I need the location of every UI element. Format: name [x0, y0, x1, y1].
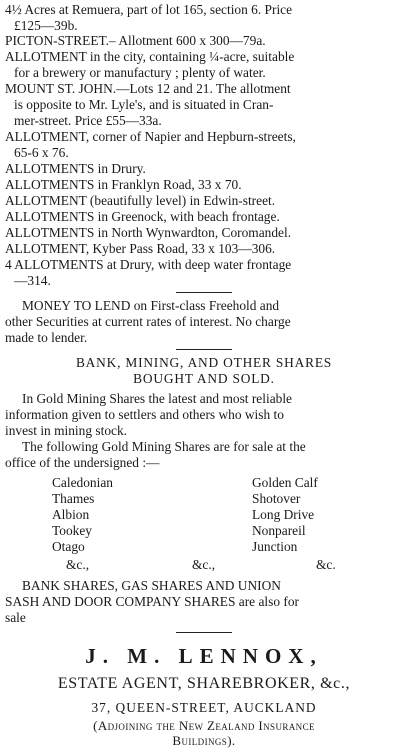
bank-shares-line: SASH AND DOOR COMPANY SHARES are also for — [5, 594, 299, 609]
agent-title: ESTATE AGENT, SHAREBROKER, &c., — [57, 675, 351, 692]
listing-line: 65-6 x 76. — [14, 145, 69, 160]
etc-mark: &c., — [66, 557, 90, 572]
agent-address: 37, QUEEN-STREET, AUCKLAND — [91, 700, 317, 715]
gold-line: The following Gold Mining Shares are for sale at the — [22, 439, 306, 454]
gold-line: invest in mining stock. — [5, 423, 127, 438]
mine-name: Tookey — [52, 523, 92, 538]
listing-line: ALLOTMENTS in Greenock, with beach frontage. — [5, 209, 280, 224]
listing-line: ALLOTMENT, Kyber Pass Road, 33 x 103—306. — [5, 241, 276, 256]
listing-line: ALLOTMENT (beautifully level) in Edwin-street. — [5, 193, 276, 208]
listing-line: £125—39b. — [14, 18, 78, 33]
mine-name: Nonpareil — [252, 523, 306, 538]
money-line: MONEY TO LEND on First-class Freehold and — [22, 298, 280, 313]
agent-name: J. M. LENNOX, — [85, 644, 323, 668]
section-divider — [176, 632, 232, 633]
mine-name: Long Drive — [252, 507, 315, 522]
agent-note: (Adjoining the New Zealand Insurance — [93, 718, 315, 733]
listing-line: 4 ALLOTMENTS at Drury, with deep water frontage — [5, 257, 292, 272]
bank-shares-line: BANK SHARES, GAS SHARES AND UNION — [22, 578, 281, 593]
mine-name: Junction — [252, 539, 298, 554]
money-line: other Securities at current rates of interest. No charge — [5, 314, 291, 329]
listing-line: 4½ Acres at Remuera, part of lot 165, section 6. Price — [5, 2, 293, 17]
listing-line: MOUNT ST. JOHN.—Lots 12 and 21. The allotment — [5, 81, 291, 96]
bank-shares-line: sale — [5, 610, 26, 625]
listing-line: is opposite to Mr. Lyle's, and is situated in Cran- — [14, 97, 274, 112]
shares-subheading: BOUGHT AND SOLD. — [133, 371, 275, 386]
mine-name: Caledonian — [52, 475, 113, 490]
gold-line: information given to settlers and others who wish to — [5, 407, 284, 422]
etc-mark: &c. — [316, 557, 336, 572]
shares-heading: BANK, MINING, AND OTHER SHARES — [75, 355, 333, 370]
agent-note: Buildings). — [172, 733, 236, 748]
gold-line: office of the undersigned :— — [5, 455, 160, 470]
listing-line: for a brewery or manufactury ; plenty of water. — [14, 65, 266, 80]
section-divider — [176, 292, 232, 293]
listing-line: ALLOTMENTS in North Wynwardton, Coromandel. — [5, 225, 292, 240]
listing-line: mer-street. Price £55—33a. — [14, 113, 162, 128]
listing-line: —314. — [14, 273, 51, 288]
etc-mark: &c., — [192, 557, 216, 572]
gold-line: In Gold Mining Shares the latest and most reliable — [22, 391, 292, 406]
mine-name: Shotover — [252, 491, 301, 506]
listing-line: ALLOTMENTS in Drury. — [5, 161, 146, 176]
mine-name: Thames — [52, 491, 95, 506]
listing-line: ALLOTMENT, corner of Napier and Hepburn-streets, — [5, 129, 296, 144]
listing-line: PICTON-STREET.– Allotment 600 x 300—79a. — [5, 33, 266, 48]
money-line: made to lender. — [5, 330, 88, 345]
mine-name: Albion — [52, 507, 90, 522]
listing-line: ALLOTMENT in the city, containing ¼-acre, suitable — [5, 49, 295, 64]
section-divider — [176, 349, 232, 350]
mine-name: Otago — [52, 539, 85, 554]
listing-line: ALLOTMENTS in Franklyn Road, 33 x 70. — [5, 177, 242, 192]
mine-name: Golden Calf — [252, 475, 318, 490]
